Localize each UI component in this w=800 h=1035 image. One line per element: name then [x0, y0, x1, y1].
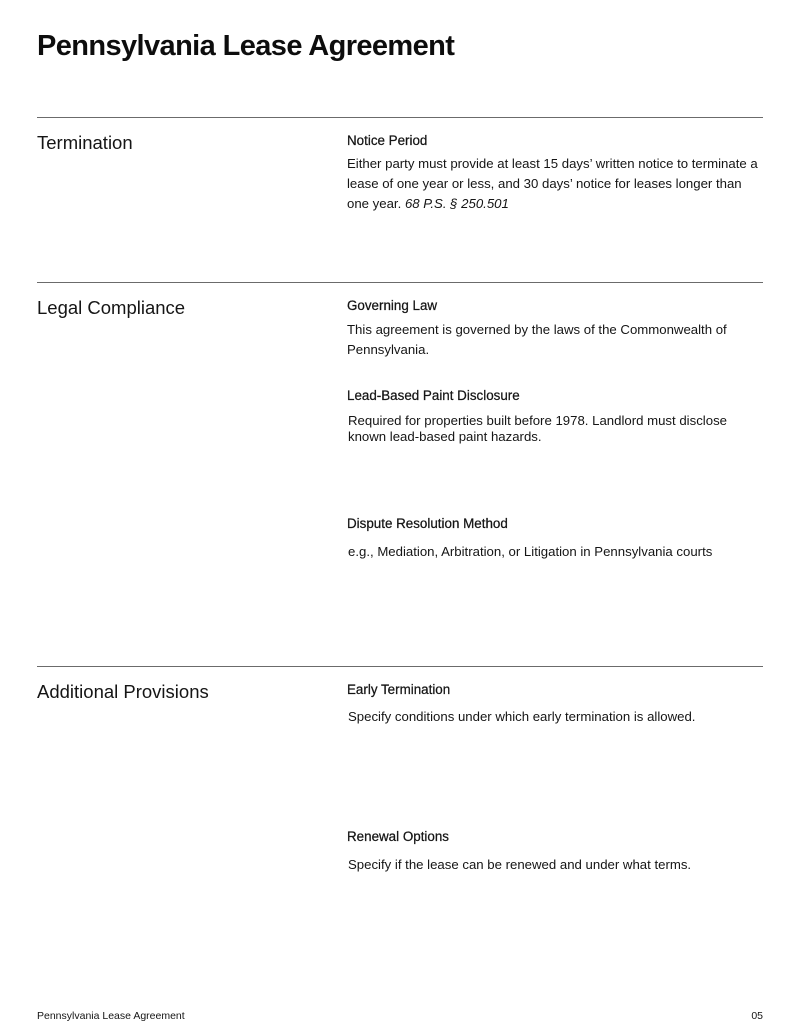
dispute-resolution-field[interactable]: e.g., Mediation, Arbitration, or Litigation in Pennsylvania courts: [348, 544, 713, 559]
page-number: 05: [751, 1010, 763, 1022]
page-title: Pennsylvania Lease Agreement: [37, 30, 455, 62]
early-termination-field[interactable]: Specify conditions under which early termination is allowed.: [348, 709, 696, 724]
section-title-additional-provisions: Additional Provisions: [37, 681, 209, 702]
section-divider: [37, 666, 763, 667]
governing-law-text: This agreement is governed by the laws of the Commonwealth of Pennsylvania.: [347, 322, 727, 357]
notice-period-citation: 68 P.S. § 250.501: [404, 196, 509, 211]
notice-period-label: Notice Period: [347, 133, 428, 148]
section-title-legal-compliance: Legal Compliance: [37, 297, 186, 318]
notice-period-body: Either party must provide at least 15 days’ written notice to terminate a lease of one year or less, and 30 days’ notice for leases longer than one year.: [347, 156, 758, 211]
footer-title: Pennsylvania Lease Agreement: [37, 1010, 185, 1022]
early-termination-label: Early Termination: [347, 682, 451, 697]
renewal-options-label: Renewal Options: [347, 829, 449, 844]
section-title-termination: Termination: [37, 132, 133, 153]
section-divider: [37, 117, 763, 118]
lead-paint-field[interactable]: Required for properties built before 1978. Landlord must disclose known lead-based paint hazards.: [348, 413, 727, 444]
dispute-resolution-label: Dispute Resolution Method: [347, 516, 508, 531]
renewal-options-field[interactable]: Specify if the lease can be renewed and under what terms.: [348, 857, 692, 872]
lead-paint-label: Lead-Based Paint Disclosure: [347, 388, 520, 403]
notice-period-text: [347, 154, 762, 214]
section-divider: [37, 282, 763, 283]
governing-law-label: Governing Law: [347, 298, 438, 313]
